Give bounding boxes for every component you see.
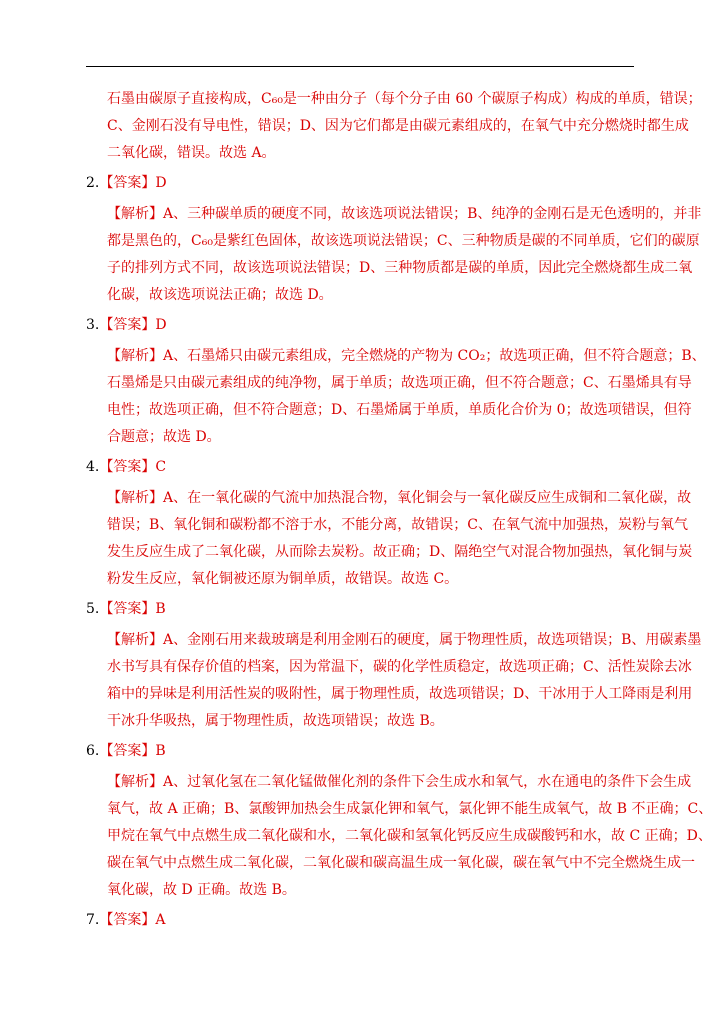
text-line: 【解析】A、在一氧化碳的气流中加热混合物，氧化铜会与一氧化碳反应生成铜和二氧化碳，故 xyxy=(107,490,692,506)
explanation-3 xyxy=(86,343,706,451)
text-line: 子的排列方式不同，故该选项说法错误；D、三种物质都是碳的单质，因此完全燃烧都生成二氧 xyxy=(107,260,693,276)
answer-label: 【答案】 xyxy=(99,175,156,191)
text-line: 干冰升华吸热，属于物理性质，故选项错误；故选 B。 xyxy=(107,713,444,729)
text-line: 箱中的异味是利用活性炭的吸附性，属于物理性质，故选项错误；D、干冰用于人工降雨是利用 xyxy=(107,686,693,702)
intro-paragraph xyxy=(86,86,702,167)
explanation-5 xyxy=(86,627,702,735)
item-number: 3. xyxy=(86,317,100,333)
text-line: 甲烷在氧气中点燃生成二氧化碳和水，二氧化碳和氢氧化钙反应生成碳酸钙和水，故 C 正确；D、 xyxy=(107,828,712,844)
answer-5 xyxy=(86,596,634,623)
answer-label: 【答案】 xyxy=(99,317,156,333)
explanation-6 xyxy=(86,769,713,904)
answer-value: B xyxy=(155,601,166,617)
answer-6 xyxy=(86,738,634,765)
answer-2 xyxy=(86,170,634,197)
answer-value: D xyxy=(155,317,167,333)
text-line: 【解析】A、金刚石用来裁玻璃是利用金刚石的硬度，属于物理性质，故选项错误；B、用碳素墨 xyxy=(107,632,702,648)
explanation-4 xyxy=(86,485,693,593)
item-number: 6. xyxy=(86,743,100,759)
text-line: 【解析】A、过氧化氢在二氧化锰做催化剂的条件下会生成水和氧气，水在通电的条件下会生成 xyxy=(107,774,692,790)
text-line: 氧化碳，故 D 正确。故选 B。 xyxy=(107,882,296,898)
text-line: 【解析】A、石墨烯只由碳元素组成，完全燃烧的产物为 CO₂；故选项正确，但不符合题意；B、 xyxy=(107,348,706,364)
answer-value: D xyxy=(155,175,167,191)
answer-value: C xyxy=(155,459,167,475)
text-line: 二氧化碳，错误。故选 A。 xyxy=(107,145,276,161)
answer-4 xyxy=(86,454,634,481)
text-line: 错误；B、氧化铜和碳粉都不溶于水，不能分离，故错误；C、在氧气流中加强热，炭粉与氧气 xyxy=(107,517,688,533)
text-line: 石墨烯是只由碳元素组成的纯净物，属于单质；故选项正确，但不符合题意；C、石墨烯具有导 xyxy=(107,375,692,391)
text-line: 化碳，故该选项说法正确；故选 D。 xyxy=(107,287,333,303)
answer-label: 【答案】 xyxy=(99,743,156,759)
header-rule xyxy=(86,66,634,67)
text-line: 电性；故选项正确，但不符合题意；D、石墨烯属于单质，单质化合价为 0；故选项错误，但符 xyxy=(107,402,692,418)
answer-label: 【答案】 xyxy=(99,459,156,475)
text-line: 碳在氧气中点燃生成二氧化碳，二氧化碳和碳高温生成一氧化碳，碳在氧气中不完全燃烧生成一 xyxy=(107,855,695,871)
item-number: 2. xyxy=(86,175,100,191)
text-line: C、金刚石没有导电性，错误；D、因为它们都是由碳元素组成的，在氧气中充分燃烧时都生成 xyxy=(107,118,689,134)
answer-value: A xyxy=(155,912,166,928)
answer-label: 【答案】 xyxy=(99,601,156,617)
text-line: 氧气，故 A 正确；B、氯酸钾加热会生成氯化钾和氧气，氯化钾不能生成氧气，故 B 不正确；C、 xyxy=(107,801,713,817)
text-line: 都是黑色的，C₆₀是紫红色固体，故该选项说法错误；C、三种物质是碳的不同单质，它们的碳原 xyxy=(107,233,700,249)
answer-label: 【答案】 xyxy=(99,912,156,928)
answer-document xyxy=(86,86,713,938)
item-number: 4. xyxy=(86,459,100,475)
text-line: 发生反应生成了二氧化碳，从而除去炭粉。故正确；D、隔绝空气对混合物加强热，氧化铜与炭 xyxy=(107,544,693,560)
item-number: 5. xyxy=(86,601,100,617)
text-line: 石墨由碳原子直接构成，C₆₀是一种由分子（每个分子由 60 个碳原子构成）构成的单质，错误； xyxy=(107,91,702,107)
text-line: 合题意；故选 D。 xyxy=(107,429,221,445)
text-line: 水书写具有保存价值的档案，因为常温下，碳的化学性质稳定，故选项正确；C、活性炭除去冰 xyxy=(107,659,692,675)
explanation-2 xyxy=(86,201,702,309)
item-number: 7. xyxy=(86,912,100,928)
text-line: 【解析】A、三种碳单质的硬度不同，故该选项说法错误；B、纯净的金刚石是无色透明的，并非 xyxy=(107,206,702,222)
answer-7 xyxy=(86,907,634,934)
answer-3 xyxy=(86,312,634,339)
text-line: 粉发生反应，氧化铜被还原为铜单质，故错误。故选 C。 xyxy=(107,571,459,587)
answer-value: B xyxy=(155,743,166,759)
